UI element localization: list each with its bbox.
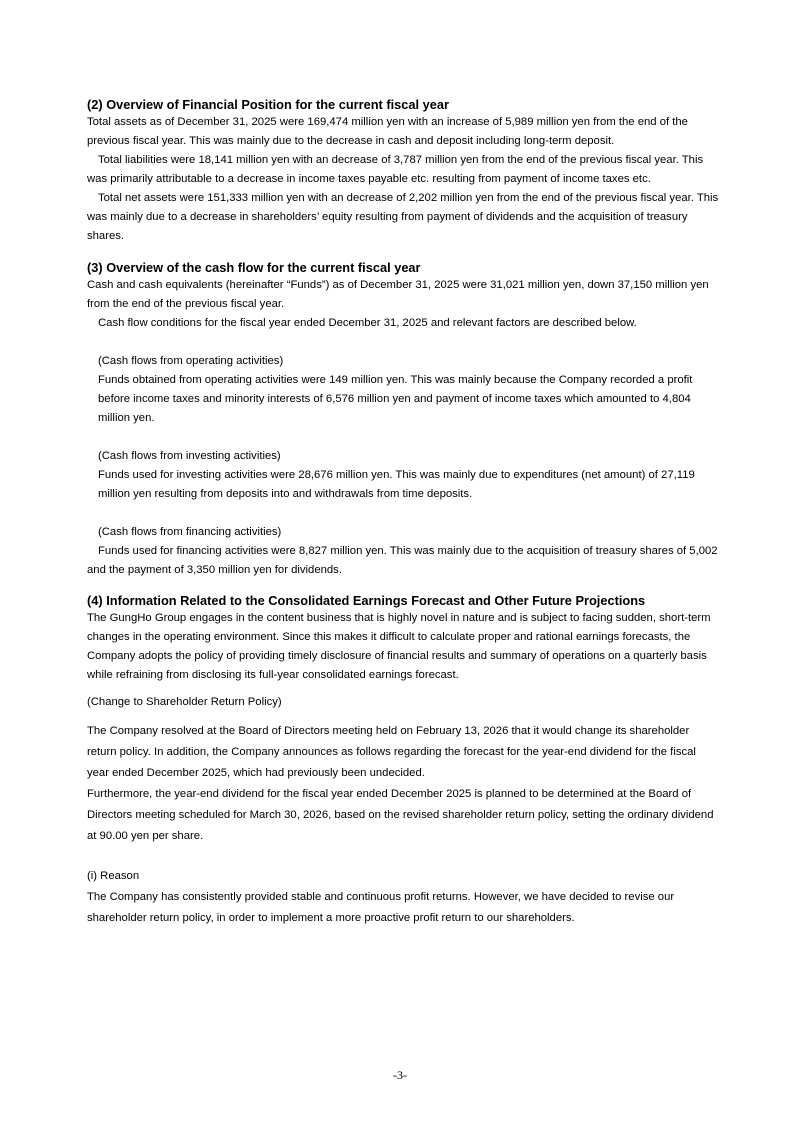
section-heading: (2) Overview of Financial Position for the current fiscal year <box>87 97 449 112</box>
paragraph-total-liabilities: Total liabilities were 18,141 million yen with an decrease of 3,787 million yen from the end of the previous fiscal year. This was primarily attributable to a decrease in income taxes payable etc. resulting from payment of income taxes etc. <box>87 154 704 185</box>
paragraph-year-end-dividend: Furthermore, the year-end dividend for the fiscal year ended December 2025 is planned to be determined at the Board of Directors meeting scheduled for March 30, 2026, based on the revised shareholder return policy, setting the ordinary dividend at 90.00 yen per share. <box>87 788 714 842</box>
document-page <box>87 96 719 929</box>
paragraph-financing: Funds used for financing activities were 8,827 million yen. This was mainly due to the acquisition of treasury shares of 5,002 and the payment of 3,350 million yen for dividends. <box>87 545 718 576</box>
subheading-financing: (Cash flows from financing activities) <box>98 526 282 538</box>
subheading-investing: (Cash flows from investing activities) <box>98 450 281 462</box>
subheading-operating: (Cash flows from operating activities) <box>98 355 284 367</box>
subheading-shareholder-return-policy: (Change to Shareholder Return Policy) <box>87 696 282 708</box>
section-financial-position <box>87 96 719 246</box>
paragraph-total-assets: Total assets as of December 31, 2025 were 169,474 million yen with an increase of 5,989 million yen from the end of the previous fiscal year. This was mainly due to the decrease in cash and deposit including long-term deposit. <box>87 116 688 147</box>
section-earnings-forecast <box>87 592 719 929</box>
paragraph-policy-resolution: The Company resolved at the Board of Directors meeting held on February 13, 2026 that it would change its shareholder return policy. In addition, the Company announces as follows regarding the forecast for the year-end dividend for the fiscal year ended December 2025, which had previously been undecided. <box>87 725 696 779</box>
page-number: -3- <box>393 1068 407 1082</box>
paragraph-earnings-forecast: The GungHo Group engages in the content business that is highly novel in nature and is subject to facing sudden, short-term changes in the operating environment. Since this makes it difficult to calculate proper and rational earnings forecasts, the Company adopts the policy of providing timely disclosure of financial results and summary of operations on a quarterly basis while refraining from disclosing its full-year consolidated earnings forecast. <box>87 612 711 681</box>
paragraph-operating: Funds obtained from operating activities were 149 million yen. This was mainly because the Company recorded a profit before income taxes and minority interests of 6,576 million yen and payment of income taxes which amounted to 4,804 million yen. <box>98 374 693 424</box>
section-heading: (3) Overview of the cash flow for the current fiscal year <box>87 260 421 275</box>
section-cash-flow <box>87 259 719 580</box>
subheading-reason: (i) Reason <box>87 870 140 882</box>
paragraph-reason: The Company has consistently provided stable and continuous profit returns. However, we have decided to revise our shareholder return policy, in order to implement a more proactive profit return to our shareholders. <box>87 891 675 924</box>
section-heading: (4) Information Related to the Consolidated Earnings Forecast and Other Future Projections <box>87 593 646 608</box>
paragraph-investing: Funds used for investing activities were 28,676 million yen. This was mainly due to expenditures (net amount) of 27,119 million yen resulting from deposits into and withdrawals from time deposits. <box>98 469 695 500</box>
paragraph-cash-flow-conditions: Cash flow conditions for the fiscal year ended December 31, 2025 and relevant factors are described below. <box>98 317 637 329</box>
paragraph-net-assets: Total net assets were 151,333 million yen with an decrease of 2,202 million yen from the end of the previous fiscal year. This was mainly due to a decrease in shareholders’ equity resulting from payment of dividends and the acquisition of treasury shares. <box>87 192 719 242</box>
paragraph-cash-equivalents: Cash and cash equivalents (hereinafter “Funds”) as of December 31, 2025 were 31,021 million yen, down 37,150 million yen from the end of the previous fiscal year. <box>87 279 709 310</box>
